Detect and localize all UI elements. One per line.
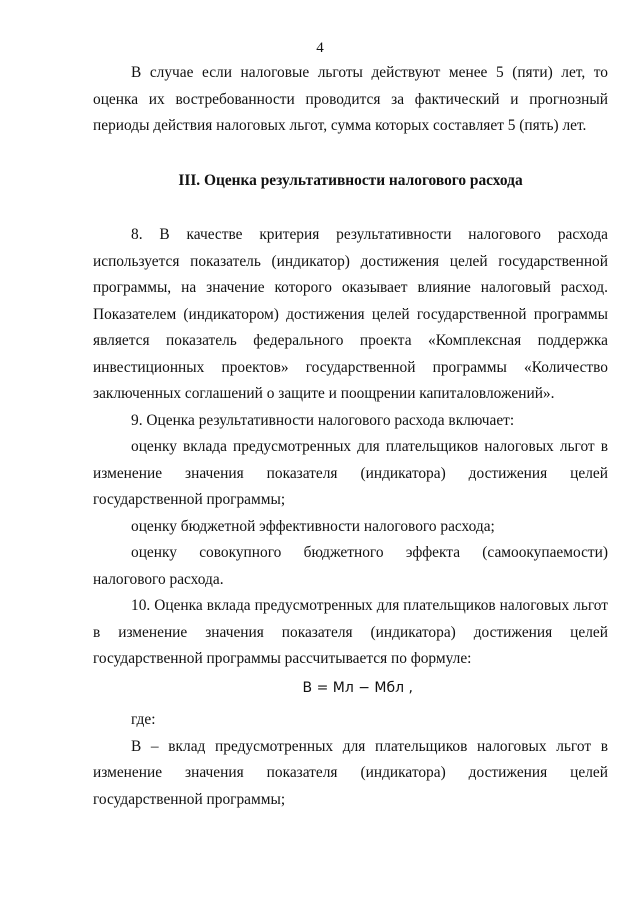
paragraph-9-item-a: оценку вклада предусмотренных для плательщиков налоговых льгот в изменение значения показателя (индикатора) достижения целей государственной программы;	[93, 438, 608, 508]
document-body	[93, 60, 608, 813]
definition-b: B – вклад предусмотренных для плательщиков налоговых льгот в изменение значения показателя (индикатора) достижения целей государственной программы;	[93, 737, 608, 808]
formula: B = Mл − Mбл ,	[302, 679, 413, 696]
intro-paragraph: В случае если налоговые льготы действуют менее 5 (пяти) лет, то оценка их востребованности проводится за фактический и прогнозный периоды действия налоговых льгот, сумма которых составляет 5 (пять) лет.	[93, 64, 608, 134]
section-heading: III. Оценка результативности налогового расхода	[178, 171, 523, 189]
paragraph-9-item-c: оценку совокупного бюджетного эффекта (самоокупаемости) налогового расхода.	[93, 544, 608, 588]
page-number: 4	[316, 40, 324, 56]
paragraph-9: 9. Оценка результативности налогового расхода включает:	[131, 411, 515, 429]
paragraph-8: 8. В качестве критерия результативности налогового расхода используется показатель (индикатор) достижения целей государственной программы, на значение которого оказывает влияние налоговый расход. Показателем (индикатором) достижения целей государственной программы является показатель федерального проекта «Комплексная поддержка инвестиционных проектов» государственной программы «Количество заключенных соглашений о защите и поощрении капиталовложений».	[93, 226, 608, 402]
where-label: где:	[131, 711, 156, 728]
paragraph-9-item-b: оценку бюджетной эффективности налогового расхода;	[131, 517, 495, 535]
paragraph-10: 10. Оценка вклада предусмотренных для плательщиков налоговых льгот в изменение значения показателя (индикатора) достижения целей государственной программы рассчитывается по формуле:	[93, 597, 608, 667]
